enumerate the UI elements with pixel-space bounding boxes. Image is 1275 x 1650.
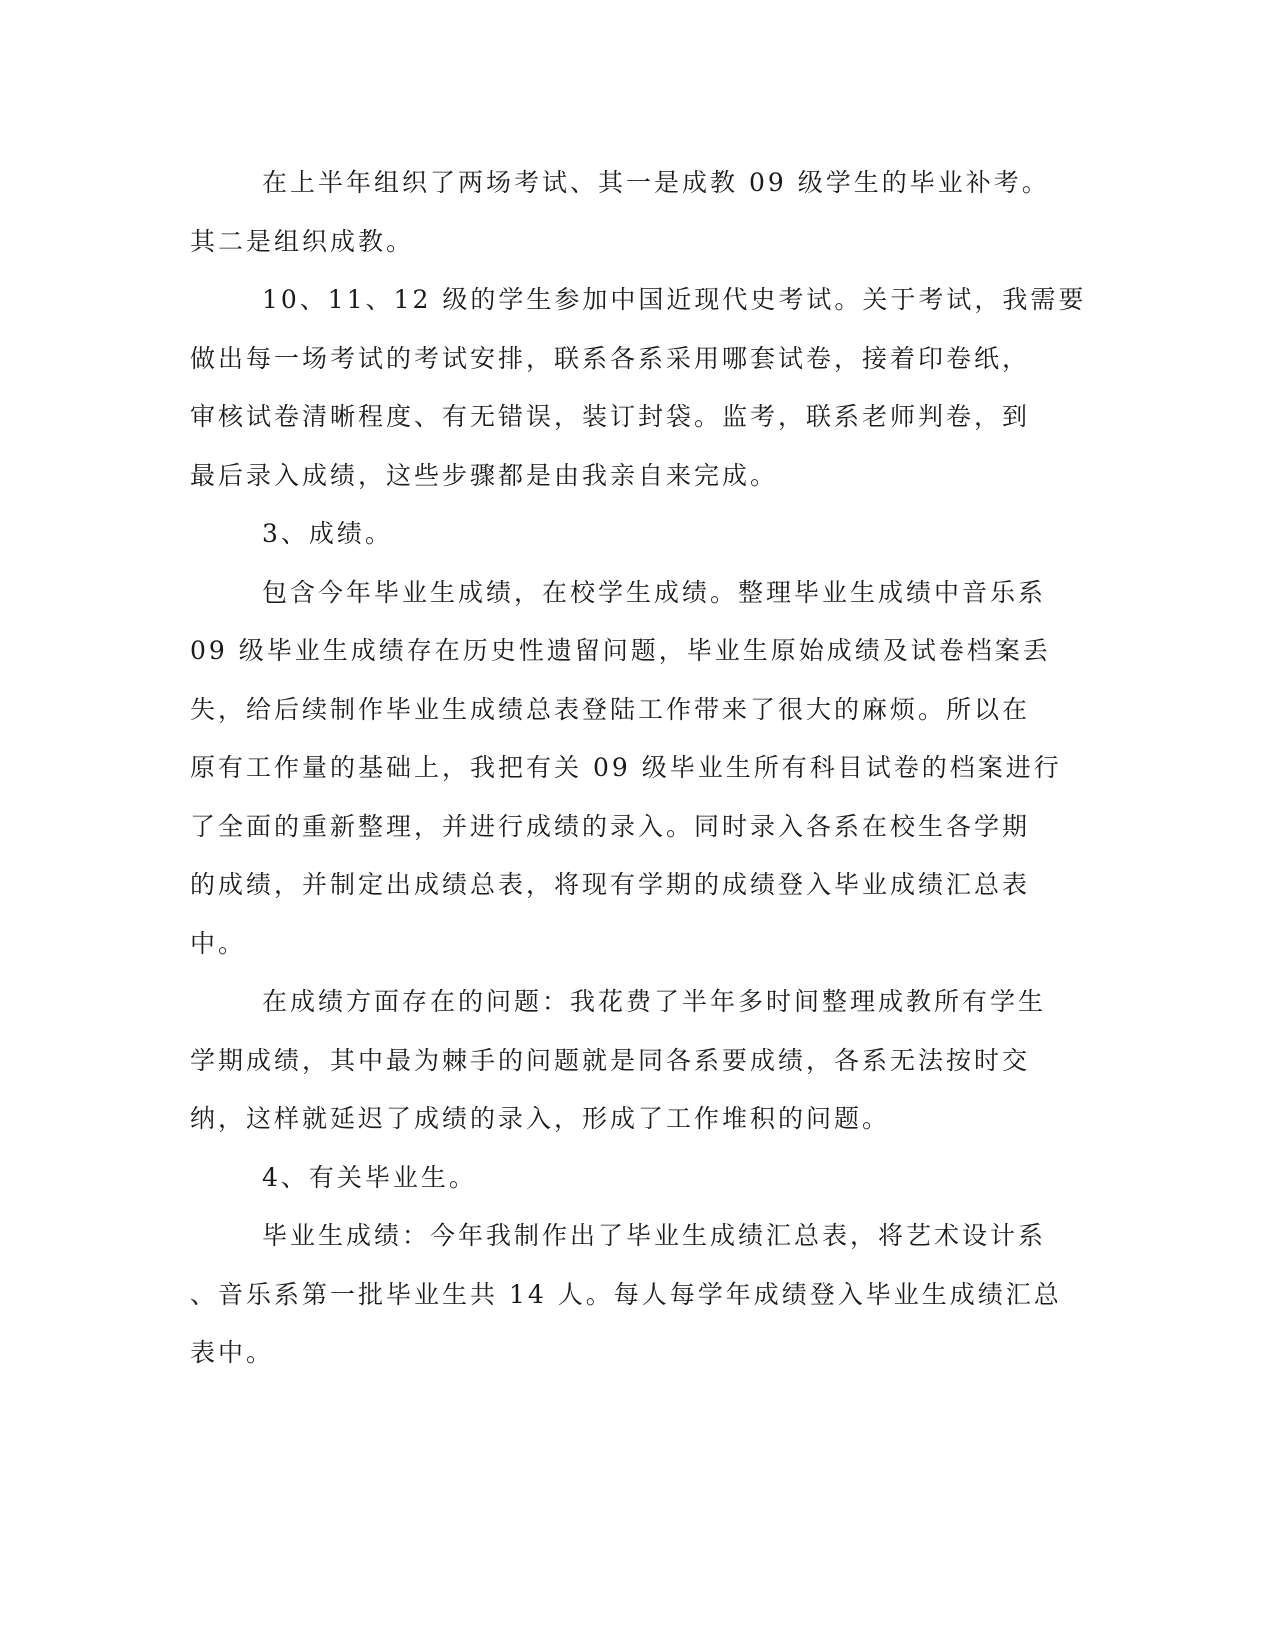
text-line-13: 的成绩，并制定出成绩总表，将现有学期的成绩登入毕业成绩汇总表	[190, 870, 1031, 899]
text-line-14: 中。	[190, 929, 247, 958]
section-heading-4: 4、有关毕业生。	[262, 1163, 477, 1192]
text-line-20: 、音乐系第一批毕业生共 14 人。每人每学年成绩登入毕业生成绩汇总	[190, 1280, 1062, 1309]
text-line-1: 在上半年组织了两场考试、其一是成教 09 级学生的毕业补考。	[262, 168, 1050, 197]
text-line-2: 其二是组织成教。	[190, 227, 415, 256]
text-line-12: 了全面的重新整理，并进行成绩的录入。同时录入各系在校生各学期	[190, 812, 1031, 841]
text-line-21: 表中。	[190, 1338, 275, 1367]
text-line-10: 失，给后续制作毕业生成绩总表登陆工作带来了很大的麻烦。所以在	[190, 695, 1031, 724]
text-line-8: 包含今年毕业生成绩，在校学生成绩。整理毕业生成绩中音乐系	[262, 578, 1047, 607]
text-line-15: 在成绩方面存在的问题：我花费了半年多时间整理成教所有学生	[262, 987, 1047, 1016]
text-line-19: 毕业生成绩：今年我制作出了毕业生成绩汇总表，将艺术设计系	[262, 1221, 1047, 1250]
text-line-11: 原有工作量的基础上，我把有关 09 级毕业生所有科目试卷的档案进行	[190, 753, 1062, 782]
text-line-6: 最后录入成绩，这些步骤都是由我亲自来完成。	[190, 461, 779, 490]
text-line-17: 纳，这样就延迟了成绩的录入，形成了工作堆积的问题。	[190, 1104, 891, 1133]
text-line-16: 学期成绩，其中最为棘手的问题就是同各系要成绩，各系无法按时交	[190, 1046, 1031, 1075]
text-line-5: 审核试卷清晰程度、有无错误，装订封袋。监考，联系老师判卷，到	[190, 402, 1031, 431]
text-line-4: 做出每一场考试的考试安排，联系各系采用哪套试卷，接着印卷纸，	[190, 344, 1031, 373]
text-line-9: 09 级毕业生成绩存在历史性遗留问题，毕业生原始成绩及试卷档案丢	[190, 636, 1051, 665]
text-line-3: 10、11、12 级的学生参加中国近现代史考试。关于考试，我需要	[262, 285, 1087, 314]
section-heading-3: 3、成绩。	[262, 519, 393, 548]
